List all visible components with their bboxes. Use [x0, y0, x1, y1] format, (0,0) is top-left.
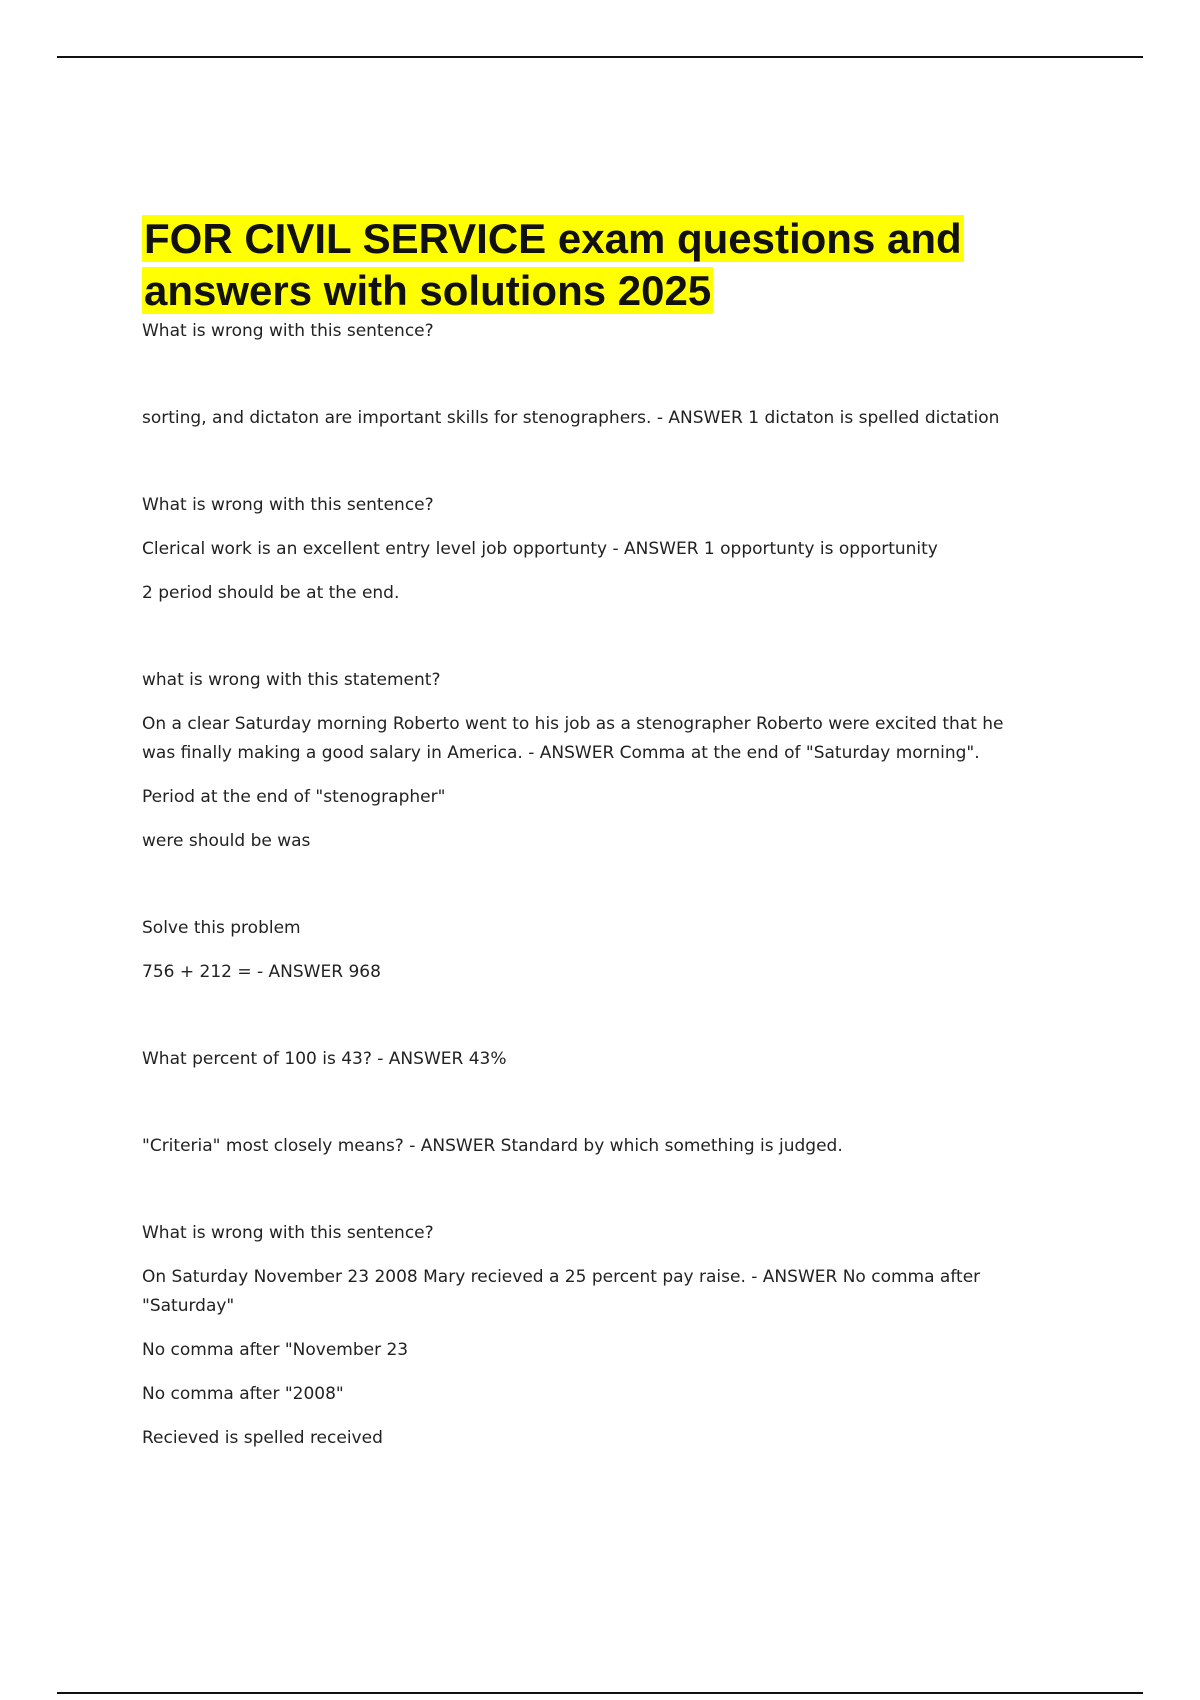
question-3-prompt: what is wrong with this statement?: [142, 670, 441, 690]
question-7-prompt: What is wrong with this sentence?: [142, 1223, 434, 1243]
question-4-answer: 756 + 212 = - ANSWER 968: [142, 962, 381, 982]
question-7-answer-note-1: No comma after "November 23: [142, 1340, 409, 1360]
question-3-answer: On a clear Saturday morning Roberto went to his job as a stenographer Roberto were excited that he was finally making a good salary in America. - ANSWER Comma at the end of "Saturday morning".: [142, 714, 1004, 763]
question-1-prompt: What is wrong with this sentence?: [142, 321, 434, 341]
bottom-rule: [57, 1692, 1143, 1694]
question-5: What percent of 100 is 43? - ANSWER 43%: [142, 1049, 507, 1069]
question-3-answer-note-1: Period at the end of "stenographer": [142, 787, 446, 807]
question-7-answer-note-3: Recieved is spelled received: [142, 1428, 383, 1448]
document-page: [142, 213, 1042, 1453]
question-2-prompt: What is wrong with this sentence?: [142, 495, 434, 515]
question-4-prompt: Solve this problem: [142, 918, 301, 938]
question-2-answer-note: 2 period should be at the end.: [142, 583, 400, 603]
question-7-answer: On Saturday November 23 2008 Mary recieved a 25 percent pay raise. - ANSWER No comma after "Saturday": [142, 1267, 981, 1316]
question-7-answer-note-2: No comma after "2008": [142, 1384, 344, 1404]
title-highlight: FOR CIVIL SERVICE exam questions and answers with solutions 2025: [144, 215, 962, 314]
question-1-answer: sorting, and dictaton are important skills for stenographers. - ANSWER 1 dictaton is spelled dictation: [142, 408, 1000, 428]
question-2-answer: Clerical work is an excellent entry level job opportunty - ANSWER 1 opportunty is opportunity: [142, 539, 938, 559]
question-6: "Criteria" most closely means? - ANSWER Standard by which something is judged.: [142, 1136, 843, 1156]
document-title: [142, 213, 1042, 317]
top-rule: [57, 56, 1143, 58]
question-3-answer-note-2: were should be was: [142, 831, 311, 851]
